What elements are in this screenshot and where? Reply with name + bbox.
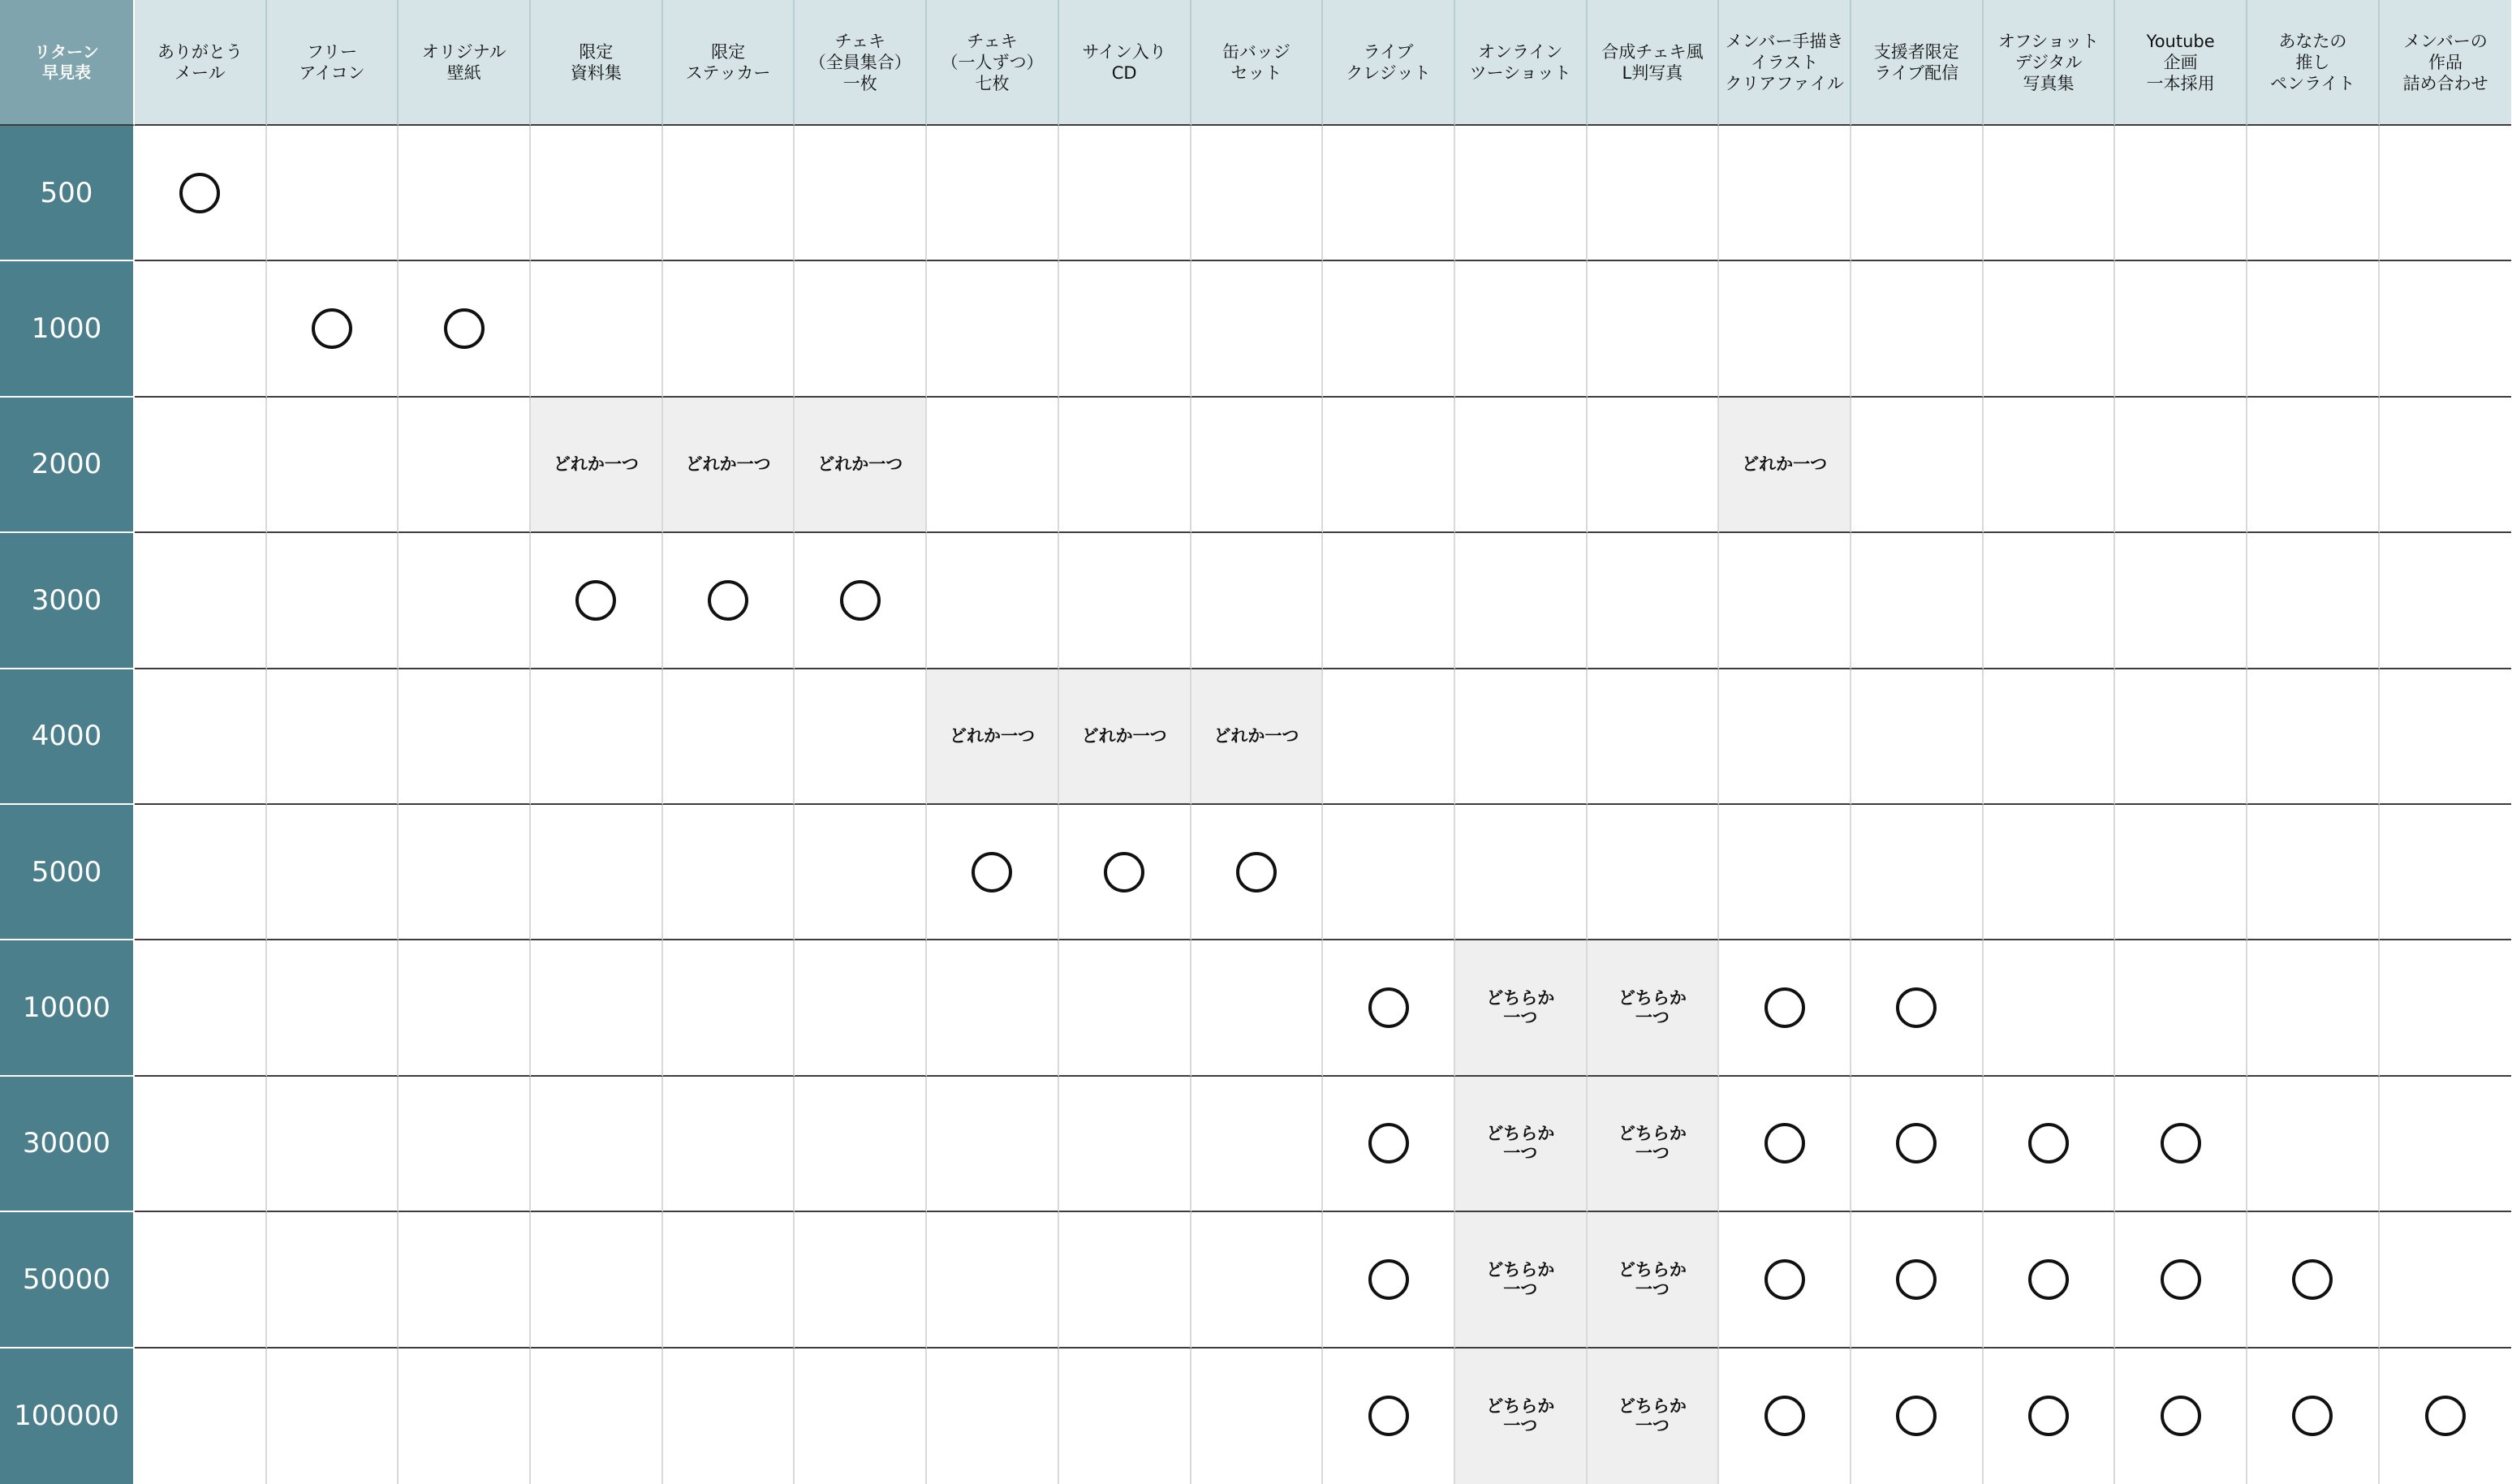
circle-mark-icon: [1764, 1259, 1805, 1300]
circle-mark-icon: [1764, 987, 1805, 1028]
table-cell-empty: [399, 126, 531, 261]
table-cell-empty: [1059, 940, 1191, 1076]
table-cell-empty: [795, 1212, 927, 1348]
table-cell-empty: [795, 126, 927, 261]
choice-note: どちらか 一つ: [1618, 1396, 1687, 1436]
table-cell-empty: [1191, 126, 1324, 261]
table-cell-choice: [1588, 1212, 1720, 1348]
table-cell-empty: [1059, 261, 1191, 397]
table-cell-empty: [135, 805, 267, 940]
table-cell-empty: [1059, 1212, 1191, 1348]
table-cell-included: [1851, 1212, 1984, 1348]
table-cell-included: [267, 261, 399, 397]
table-cell-empty: [399, 669, 531, 805]
choice-note: どちらか 一つ: [1486, 988, 1555, 1028]
choice-note: どちらか 一つ: [1618, 988, 1687, 1028]
table-cell-empty: [267, 1077, 399, 1212]
table-cell-empty: [795, 261, 927, 397]
table-cell-included: [1851, 1077, 1984, 1212]
row-amount: 4000: [0, 669, 135, 805]
table-cell-included: [2247, 1349, 2380, 1484]
table-cell-choice: [531, 398, 663, 533]
row-amount: 30000: [0, 1077, 135, 1212]
circle-mark-icon: [1764, 1123, 1805, 1164]
choice-note: どちらか 一つ: [1618, 1124, 1687, 1164]
table-cell-empty: [399, 1077, 531, 1212]
column-header: 支援者限定 ライブ配信: [1851, 0, 1984, 126]
table-cell-included: [135, 126, 267, 261]
column-header: チェキ （一人ずつ） 七枚: [927, 0, 1059, 126]
circle-mark-icon: [1896, 1259, 1937, 1300]
choice-note: どちらか 一つ: [1486, 1396, 1555, 1436]
circle-mark-icon: [1104, 852, 1144, 893]
table-cell-included: [399, 261, 531, 397]
circle-mark-icon: [840, 580, 881, 621]
table-cell-empty: [2380, 126, 2512, 261]
table-corner-title: リターン 早見表: [0, 0, 135, 126]
row-amount: 1000: [0, 261, 135, 397]
row-amount: 500: [0, 126, 135, 261]
choice-note: どれか一つ: [949, 726, 1035, 746]
table-cell-empty: [2247, 805, 2380, 940]
circle-mark-icon: [1368, 1259, 1409, 1300]
choice-note: どちらか 一つ: [1618, 1259, 1687, 1299]
table-cell-empty: [531, 1349, 663, 1484]
table-cell-choice: [1455, 1212, 1588, 1348]
table-cell-empty: [1191, 940, 1324, 1076]
table-cell-empty: [1323, 126, 1455, 261]
table-cell-empty: [1455, 669, 1588, 805]
table-cell-empty: [663, 940, 795, 1076]
table-cell-empty: [1059, 126, 1191, 261]
table-cell-empty: [1984, 669, 2116, 805]
table-cell-empty: [399, 940, 531, 1076]
table-cell-empty: [663, 1077, 795, 1212]
circle-mark-icon: [2028, 1396, 2069, 1436]
table-cell-empty: [2115, 533, 2247, 669]
table-cell-included: [1851, 940, 1984, 1076]
circle-mark-icon: [1236, 852, 1277, 893]
column-header: 限定 ステッカー: [663, 0, 795, 126]
table-cell-empty: [531, 940, 663, 1076]
table-cell-choice: [1588, 1077, 1720, 1212]
table-cell-empty: [927, 1349, 1059, 1484]
table-cell-empty: [1984, 398, 2116, 533]
column-header: オンライン ツーショット: [1455, 0, 1588, 126]
table-cell-choice: [1059, 669, 1191, 805]
table-cell-included: [663, 533, 795, 669]
table-cell-empty: [1719, 669, 1851, 805]
table-cell-empty: [135, 1212, 267, 1348]
table-cell-empty: [1719, 261, 1851, 397]
row-amount: 5000: [0, 805, 135, 940]
table-cell-empty: [927, 261, 1059, 397]
table-cell-included: [2115, 1349, 2247, 1484]
column-header: メンバーの 作品 詰め合わせ: [2380, 0, 2512, 126]
table-cell-empty: [1984, 126, 2116, 261]
choice-note: どちらか 一つ: [1486, 1259, 1555, 1299]
table-cell-empty: [267, 1349, 399, 1484]
table-cell-empty: [1851, 398, 1984, 533]
table-cell-empty: [1323, 533, 1455, 669]
column-header: ライブ クレジット: [1323, 0, 1455, 126]
table-cell-empty: [1719, 805, 1851, 940]
table-cell-empty: [663, 1212, 795, 1348]
circle-mark-icon: [1368, 987, 1409, 1028]
table-cell-empty: [1323, 261, 1455, 397]
table-cell-empty: [1059, 533, 1191, 669]
table-cell-included: [2247, 1212, 2380, 1348]
table-cell-empty: [795, 1349, 927, 1484]
column-header: オリジナル 壁紙: [399, 0, 531, 126]
table-cell-empty: [135, 940, 267, 1076]
table-cell-empty: [531, 1212, 663, 1348]
table-cell-empty: [927, 1077, 1059, 1212]
table-cell-empty: [927, 1212, 1059, 1348]
table-cell-empty: [1455, 533, 1588, 669]
table-cell-choice: [795, 398, 927, 533]
table-cell-empty: [2247, 533, 2380, 669]
row-amount: 2000: [0, 398, 135, 533]
table-cell-empty: [2115, 126, 2247, 261]
table-cell-empty: [2115, 261, 2247, 397]
table-cell-empty: [1588, 533, 1720, 669]
table-cell-empty: [267, 1212, 399, 1348]
column-header: 限定 資料集: [531, 0, 663, 126]
table-cell-empty: [795, 669, 927, 805]
table-cell-empty: [1851, 669, 1984, 805]
table-cell-empty: [1984, 940, 2116, 1076]
table-cell-included: [1719, 940, 1851, 1076]
table-cell-empty: [1588, 126, 1720, 261]
circle-mark-icon: [2161, 1396, 2201, 1436]
table-cell-empty: [1191, 1349, 1324, 1484]
table-cell-empty: [267, 126, 399, 261]
column-header: Youtube 企画 一本採用: [2115, 0, 2247, 126]
table-cell-empty: [1984, 533, 2116, 669]
table-cell-empty: [267, 940, 399, 1076]
table-cell-included: [1984, 1212, 2116, 1348]
row-amount: 50000: [0, 1212, 135, 1348]
table-cell-choice: [1191, 669, 1324, 805]
choice-note: どれか一つ: [1081, 726, 1167, 746]
table-cell-empty: [2247, 126, 2380, 261]
choice-note: どれか一つ: [685, 454, 771, 475]
column-header: あなたの 推し ペンライト: [2247, 0, 2380, 126]
table-cell-empty: [2380, 1212, 2512, 1348]
table-cell-empty: [531, 126, 663, 261]
column-header: サイン入り CD: [1059, 0, 1191, 126]
table-cell-empty: [2380, 940, 2512, 1076]
table-cell-empty: [2115, 669, 2247, 805]
table-cell-empty: [2247, 1077, 2380, 1212]
circle-mark-icon: [179, 173, 220, 213]
table-cell-empty: [1191, 398, 1324, 533]
table-cell-empty: [1719, 126, 1851, 261]
table-cell-empty: [531, 669, 663, 805]
column-header: ありがとう メール: [135, 0, 267, 126]
table-cell-choice: [1455, 1077, 1588, 1212]
table-cell-empty: [2115, 940, 2247, 1076]
column-header: フリー アイコン: [267, 0, 399, 126]
circle-mark-icon: [2292, 1259, 2333, 1300]
table-cell-empty: [1455, 261, 1588, 397]
table-cell-empty: [1191, 533, 1324, 669]
row-amount: 10000: [0, 940, 135, 1076]
table-cell-included: [795, 533, 927, 669]
table-cell-empty: [135, 1077, 267, 1212]
circle-mark-icon: [444, 308, 485, 349]
table-cell-empty: [663, 1349, 795, 1484]
table-cell-empty: [1588, 261, 1720, 397]
table-cell-empty: [1455, 398, 1588, 533]
circle-mark-icon: [2161, 1259, 2201, 1300]
table-cell-empty: [1455, 126, 1588, 261]
circle-mark-icon: [972, 852, 1012, 893]
table-cell-empty: [267, 533, 399, 669]
choice-note: どちらか 一つ: [1486, 1124, 1555, 1164]
table-cell-empty: [663, 126, 795, 261]
column-header: チェキ （全員集合） 一枚: [795, 0, 927, 126]
table-cell-empty: [663, 669, 795, 805]
table-cell-empty: [135, 261, 267, 397]
table-cell-included: [1719, 1349, 1851, 1484]
choice-note: どれか一つ: [817, 454, 903, 475]
table-cell-empty: [927, 940, 1059, 1076]
table-cell-empty: [2115, 398, 2247, 533]
table-cell-empty: [1588, 669, 1720, 805]
circle-mark-icon: [1896, 1123, 1937, 1164]
table-cell-choice: [1588, 940, 1720, 1076]
table-cell-choice: [1588, 1349, 1720, 1484]
table-cell-empty: [1851, 126, 1984, 261]
circle-mark-icon: [2292, 1396, 2333, 1436]
table-cell-empty: [399, 1349, 531, 1484]
table-cell-empty: [1059, 1077, 1191, 1212]
table-cell-empty: [1851, 533, 1984, 669]
circle-mark-icon: [1368, 1123, 1409, 1164]
table-cell-empty: [1191, 1077, 1324, 1212]
table-cell-empty: [1455, 805, 1588, 940]
table-cell-empty: [2380, 533, 2512, 669]
table-cell-empty: [135, 533, 267, 669]
circle-mark-icon: [575, 580, 616, 621]
table-cell-empty: [795, 940, 927, 1076]
table-cell-empty: [1323, 669, 1455, 805]
table-cell-choice: [663, 398, 795, 533]
table-cell-empty: [267, 398, 399, 533]
choice-note: どれか一つ: [553, 454, 639, 475]
table-cell-empty: [135, 1349, 267, 1484]
circle-mark-icon: [2161, 1123, 2201, 1164]
table-cell-empty: [531, 805, 663, 940]
table-cell-included: [2115, 1077, 2247, 1212]
table-cell-empty: [795, 1077, 927, 1212]
table-cell-empty: [1719, 533, 1851, 669]
table-cell-included: [1719, 1077, 1851, 1212]
table-cell-empty: [2247, 398, 2380, 533]
table-cell-included: [1984, 1349, 2116, 1484]
choice-note: どれか一つ: [1213, 726, 1299, 746]
table-cell-empty: [2380, 398, 2512, 533]
table-cell-choice: [1719, 398, 1851, 533]
table-cell-included: [927, 805, 1059, 940]
table-cell-empty: [1059, 1349, 1191, 1484]
table-cell-empty: [399, 398, 531, 533]
column-header: オフショット デジタル 写真集: [1984, 0, 2116, 126]
table-cell-empty: [1984, 261, 2116, 397]
circle-mark-icon: [2028, 1123, 2069, 1164]
table-cell-empty: [2380, 261, 2512, 397]
table-cell-empty: [1588, 805, 1720, 940]
table-cell-included: [1323, 940, 1455, 1076]
table-cell-empty: [1191, 1212, 1324, 1348]
table-cell-empty: [1984, 805, 2116, 940]
table-cell-included: [1851, 1349, 1984, 1484]
table-cell-choice: [1455, 1349, 1588, 1484]
table-cell-empty: [399, 533, 531, 669]
table-cell-included: [1323, 1077, 1455, 1212]
circle-mark-icon: [1896, 987, 1937, 1028]
table-cell-empty: [2247, 669, 2380, 805]
table-cell-included: [531, 533, 663, 669]
table-cell-empty: [663, 261, 795, 397]
column-header: メンバー手描き イラスト クリアファイル: [1719, 0, 1851, 126]
table-cell-empty: [267, 669, 399, 805]
table-cell-empty: [2380, 805, 2512, 940]
table-cell-empty: [2247, 940, 2380, 1076]
table-cell-empty: [531, 261, 663, 397]
table-cell-included: [1984, 1077, 2116, 1212]
table-cell-included: [1323, 1212, 1455, 1348]
table-cell-empty: [795, 805, 927, 940]
table-cell-empty: [267, 805, 399, 940]
table-cell-choice: [1455, 940, 1588, 1076]
table-cell-included: [1191, 805, 1324, 940]
table-cell-empty: [531, 1077, 663, 1212]
column-header: 合成チェキ風 L判写真: [1588, 0, 1720, 126]
table-cell-empty: [2380, 1077, 2512, 1212]
table-cell-empty: [927, 398, 1059, 533]
table-cell-choice: [927, 669, 1059, 805]
table-cell-included: [1059, 805, 1191, 940]
table-cell-empty: [2247, 261, 2380, 397]
table-cell-empty: [399, 1212, 531, 1348]
circle-mark-icon: [2028, 1259, 2069, 1300]
table-cell-empty: [2115, 805, 2247, 940]
row-amount: 100000: [0, 1349, 135, 1484]
table-cell-empty: [927, 126, 1059, 261]
table-cell-empty: [399, 805, 531, 940]
circle-mark-icon: [2425, 1396, 2466, 1436]
circle-mark-icon: [1764, 1396, 1805, 1436]
table-cell-empty: [927, 533, 1059, 669]
circle-mark-icon: [1368, 1396, 1409, 1436]
table-cell-included: [1323, 1349, 1455, 1484]
table-cell-empty: [1323, 805, 1455, 940]
table-cell-empty: [135, 669, 267, 805]
row-amount: 3000: [0, 533, 135, 669]
table-cell-empty: [663, 805, 795, 940]
circle-mark-icon: [708, 580, 748, 621]
table-cell-empty: [1191, 261, 1324, 397]
table-cell-empty: [1059, 398, 1191, 533]
column-header: 缶バッジ セット: [1191, 0, 1324, 126]
table-cell-empty: [1323, 398, 1455, 533]
circle-mark-icon: [1896, 1396, 1937, 1436]
table-cell-empty: [135, 398, 267, 533]
choice-note: どれか一つ: [1742, 454, 1828, 475]
table-cell-empty: [1851, 805, 1984, 940]
circle-mark-icon: [312, 308, 352, 349]
table-cell-empty: [2380, 669, 2512, 805]
table-cell-included: [2115, 1212, 2247, 1348]
table-cell-empty: [1588, 398, 1720, 533]
table-cell-included: [1719, 1212, 1851, 1348]
table-cell-included: [2380, 1349, 2512, 1484]
table-cell-empty: [1851, 261, 1984, 397]
